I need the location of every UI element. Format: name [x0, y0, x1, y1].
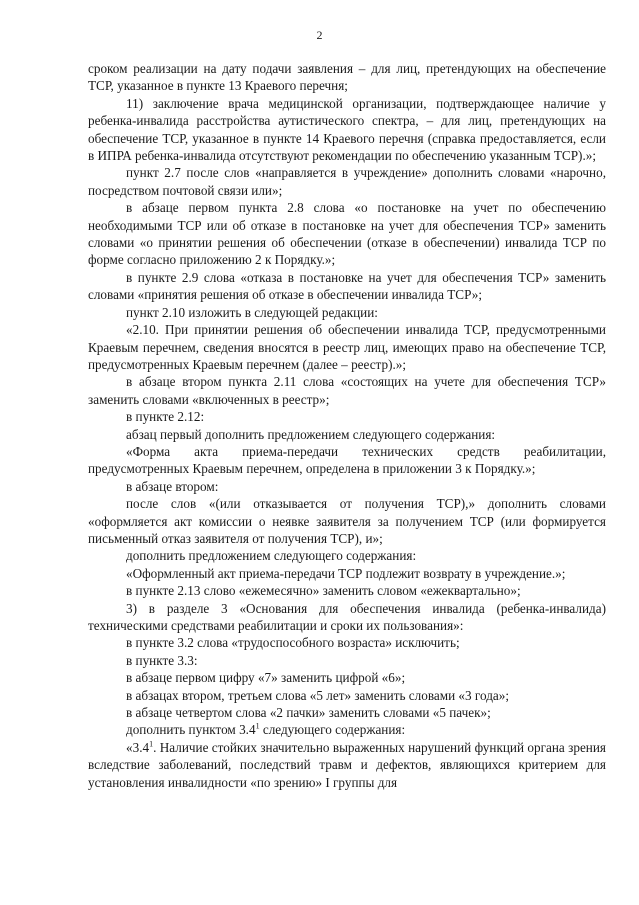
paragraph: пункт 2.10 изложить в следующей редакции:	[126, 304, 378, 320]
paragraph: в абзаце первом пункта 2.8 слова «о постановке на учет по обеспечению необходимыми ТСР или об отказе в постановке на учет для обеспечения ТСР» заменить словами «о принятии решения об обеспечении (отказе в обеспечении) инвалида ТСР по форме согласно приложению 2 к Порядку.»;	[88, 200, 606, 268]
last-text-before: «3.4	[126, 739, 150, 755]
paragraph: «Оформленный акт приема-передачи ТСР подлежит возврату в учреждение.»;	[126, 565, 566, 581]
paragraph: в пункте 2.12:	[126, 409, 205, 425]
paragraph: в абзаце втором:	[126, 478, 219, 494]
supplement-text-before: дополнить пунктом 3.4	[126, 722, 256, 738]
paragraph-last	[88, 739, 606, 791]
paragraph: 3) в разделе 3 «Основания для обеспечения инвалида (ребенка-инвалида) техническими средствами реабилитации и сроки их пользования»:	[88, 600, 606, 633]
paragraph: сроком реализации на дату подачи заявления – для лиц, претендующих на обеспечение ТСР, указанное в пункте 13 Краевого перечня;	[88, 61, 606, 94]
last-text-after: . Наличие стойких значительно выраженных нарушений функций органа зрения вследствие заболеваний, последствий травм и дефектов, являющихся критерием для установления инвалидности «по зрению» I группы для	[88, 739, 606, 790]
supplement-text-after: следующего содержания:	[259, 722, 406, 738]
paragraph: дополнить предложением следующего содержания:	[126, 548, 417, 564]
document-body	[88, 60, 606, 791]
paragraph: в абзаце первом цифру «7» заменить цифрой «6»;	[126, 670, 406, 686]
paragraph: «2.10. При принятии решения об обеспечении инвалида ТСР, предусмотренными Краевым перечнем, сведения вносятся в реестр лиц, имеющих право на обеспечение ТСР, предусмотренных Краевым перечнем (далее – реестр).»;	[88, 322, 606, 372]
paragraph: после слов «(или отказывается от получения ТСР),» дополнить словами «оформляется акт комиссии о неявке заявителя за получением ТСР (или формируется письменный отказ заявителя от получения ТСР), и»;	[88, 496, 606, 546]
supplement-superscript: 1	[255, 722, 260, 732]
paragraph: абзац первый дополнить предложением следующего содержания:	[126, 426, 496, 442]
paragraph: в абзацах втором, третьем слова «5 лет» заменить словами «3 года»;	[126, 687, 510, 703]
paragraph: пункт 2.7 после слов «направляется в учреждение» дополнить словами «нарочно, посредством почтовой связи или»;	[88, 165, 606, 198]
paragraph: в пункте 2.13 слово «ежемесячно» заменить словом «ежеквартально»;	[126, 583, 521, 599]
paragraph: в пункте 2.9 слова «отказа в постановке на учет для обеспечения ТСР» заменить словами «принятия решения об отказе в обеспечении инвалида ТСР»;	[88, 269, 606, 303]
paragraph-supplement	[88, 721, 606, 738]
paragraph: «Форма акта приема-передачи технических средств реабилитации, предусмотренных Краевым перечнем, определена в приложении 3 к Порядку.»;	[88, 443, 606, 477]
page-number: 2	[316, 28, 323, 42]
paragraph: в пункте 3.3:	[126, 652, 198, 668]
paragraph-list	[88, 60, 606, 721]
paragraph: в абзаце втором пункта 2.11 слова «состоящих на учете для обеспечения ТСР» заменить словами «включенных в реестр»;	[88, 374, 606, 407]
paragraph: в абзаце четвертом слова «2 пачки» заменить словами «5 пачек»;	[126, 705, 491, 721]
last-superscript: 1	[149, 739, 154, 749]
paragraph: в пункте 3.2 слова «трудоспособного возраста» исключить;	[126, 635, 460, 651]
paragraph: 11) заключение врача медицинской организации, подтверждающее наличие у ребенка-инвалида расстройства аутистического спектра, – для лиц, претендующих на обеспечение ТСР, указанное в пункте 14 Краевого перечня (справка предоставляется, если в ИПРА ребенка-инвалида отсутствуют рекомендации по обеспечению указанным ТСР).»;	[88, 95, 606, 164]
